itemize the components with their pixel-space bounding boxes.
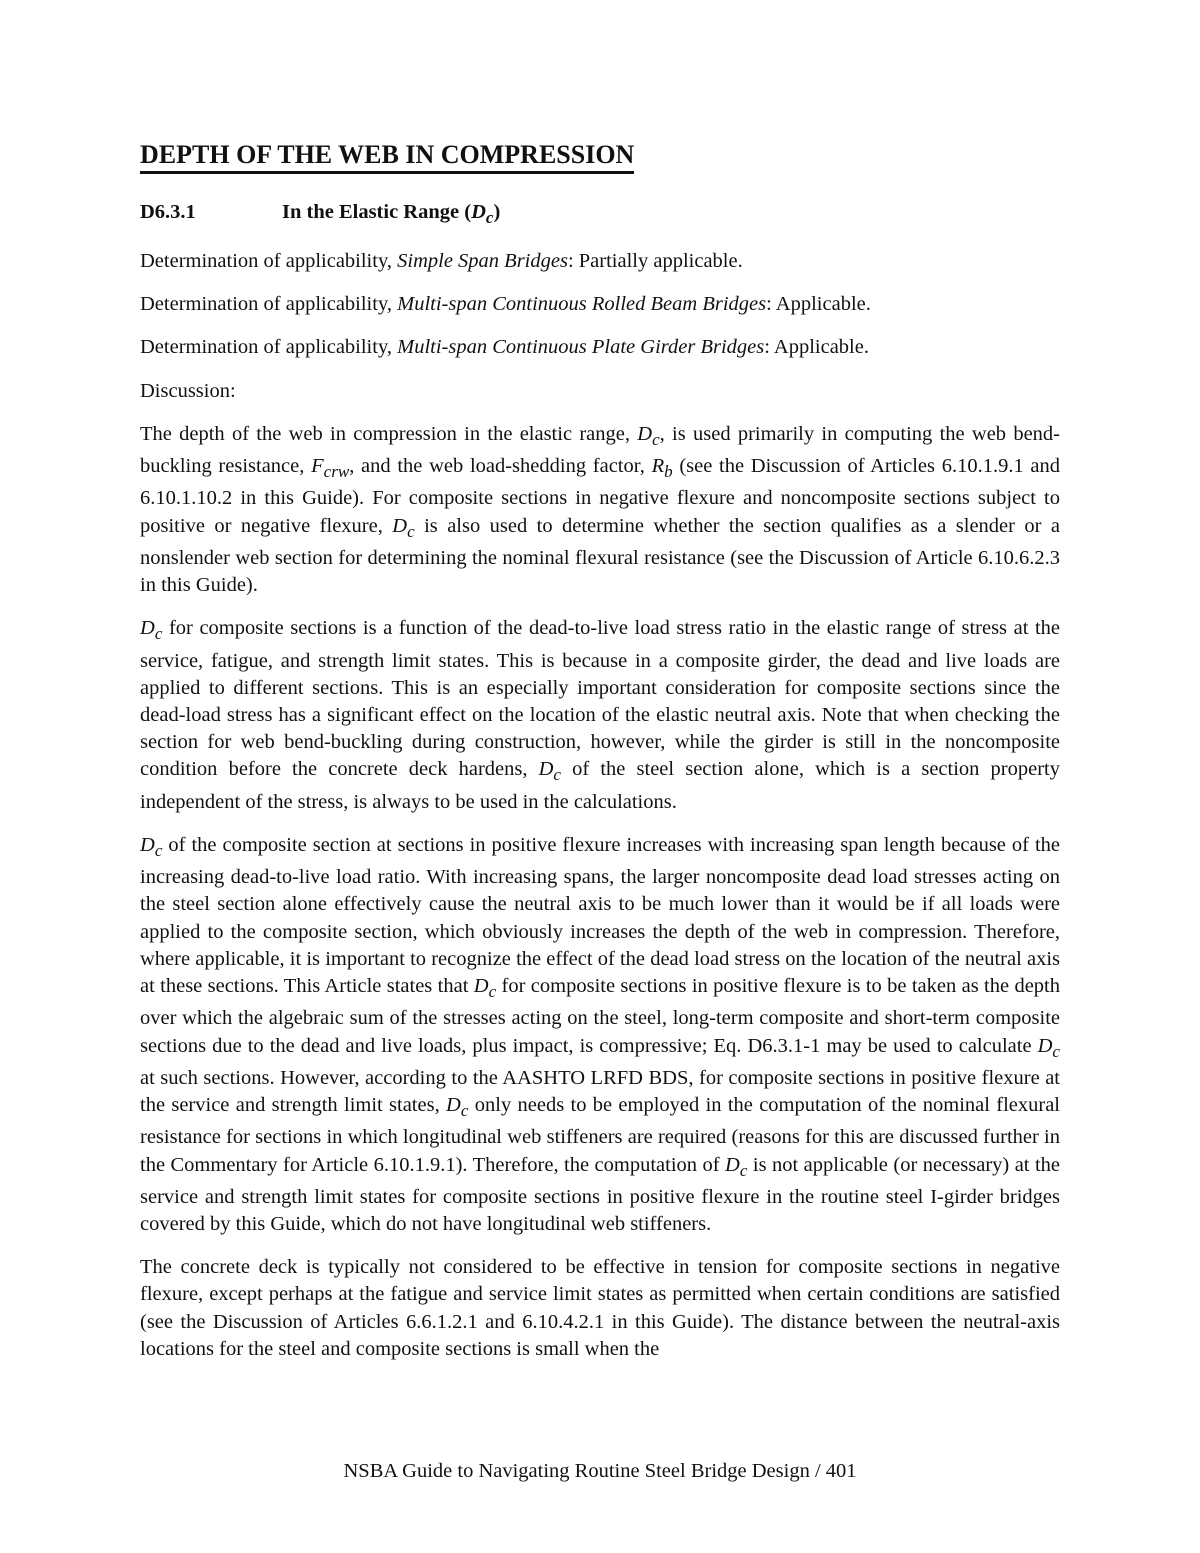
applicability-result: : Applicable. <box>766 293 871 316</box>
applicability-prefix: Determination of applicability, <box>140 336 398 359</box>
text-run: at such sections. However, according to the AASHTO LRFD BDS, for composite sections in positive flexure at the service and strength limit states, <box>140 1066 1060 1117</box>
text-run: for composite sections is a function of the dead-to-live load stress ratio in the elastic range of stress at the service, fatigue, and strength limit states. This is because in a composite girder, the dead and live loads are applied to different sections. This is an especially important consideration for composite sections since the dead-load stress has a significant effect on the location of the elastic neutral axis. Note that when checking the section for web bend-buckling during construction, however, while the girder is still in the noncomposite condition before the concrete deck hardens, <box>140 617 1060 781</box>
symbol-sub-c: c <box>488 982 497 1002</box>
text-run: (see the Discussion of Articles 6.10.1.9.1 and 6.10.1.10.2 in this Guide). For composite sections in negative flexure and noncomposite sections subject to positive or negative flexure, <box>140 455 1060 537</box>
symbol-sub-b: b <box>664 462 673 482</box>
text-run: , is used primarily in computing the web bend-buckling resistance, <box>140 422 1060 478</box>
text-run: of the composite section at sections in positive flexure increases with increasing span length because of the increasing dead-to-live load ratio. With increasing spans, the larger noncomposite dead load stresses acting on the steel section alone effectively cause the neutral axis to be much lower than it would be if all loads were applied to the composite section, which obviously increases the depth of the web in compression. Therefore, where applicable, it is important to recognize the effect of the dead load stress on the location of the neutral axis at these sections. This Article states that <box>140 833 1060 998</box>
symbol-d: D <box>637 422 653 445</box>
subsection-title-var: D <box>471 200 486 223</box>
subsection-heading <box>140 198 1060 232</box>
symbol-sub-c: c <box>1052 1041 1060 1061</box>
applicability-category: Simple Span Bridges <box>397 249 568 272</box>
paragraph-1 <box>140 421 1060 600</box>
symbol-sub-c: c <box>154 624 163 644</box>
applicability-simple-span <box>140 248 1060 275</box>
applicability-result: : Applicable. <box>764 336 869 359</box>
applicability-plate-girder <box>140 334 1060 361</box>
paragraph-2 <box>140 615 1060 816</box>
symbol-sub-c: c <box>652 429 660 449</box>
symbol-r: R <box>651 455 665 478</box>
applicability-prefix: Determination of applicability, <box>140 293 398 316</box>
symbol-sub-c: c <box>407 521 415 541</box>
applicability-result: : Partially applicable. <box>567 249 743 272</box>
subsection-number: D6.3.1 <box>140 200 196 223</box>
applicability-prefix: Determination of applicability, <box>140 249 398 272</box>
symbol-sub-crw: crw <box>323 462 350 482</box>
symbol-sub-c: c <box>154 841 163 860</box>
paragraph-4: The concrete deck is typically not considered to be effective in tension for composite sections in negative flexure, except perhaps at the fatigue and service limit states as permitted when certain conditions are satisfied (see the Discussion of Articles 6.6.1.2.1 and 6.10.4.2.1 in this Guide). The distance between the neutral-axis locations for the steel and composite sections is small when the <box>140 1256 1060 1360</box>
symbol-d: D <box>140 833 155 856</box>
page-body <box>140 140 1060 1379</box>
applicability-rolled-beam <box>140 291 1060 318</box>
symbol-d: D <box>473 975 489 998</box>
text-run: for composite sections in positive flexure is to be taken as the depth over which the algebraic sum of the stresses acting on the steel, long-term composite and short-term composite sections due to the dead and live loads, plus impact, is compressive; Eq. D6.3.1-1 may be used to calculate <box>140 975 1060 1057</box>
applicability-category: Multi-span Continuous Rolled Beam Bridges <box>397 293 767 316</box>
symbol-d: D <box>538 758 554 781</box>
text-run: is not applicable (or necessary) at the service and strength limit states for composite sections in positive flexure in the routine steel I-girder bridges covered by this Guide, which do not have longitudinal web stiffeners. <box>140 1153 1060 1236</box>
symbol-sub-c: c <box>739 1160 748 1180</box>
symbol-d: D <box>446 1094 461 1117</box>
text-run: , and the web load-shedding factor, <box>349 455 652 478</box>
symbol-d: D <box>725 1153 740 1176</box>
text-run: of the steel section alone, which is a section property independent of the stress, is always to be used in the calculations. <box>140 758 1060 813</box>
discussion-label: Discussion: <box>140 379 236 402</box>
text-run: is also used to determine whether the section qualifies as a slender or a nonslender web section for determining the nominal flexural resistance (see the Discussion of Article 6.10.6.2.3 in this Guide). <box>140 514 1060 597</box>
page-footer: NSBA Guide to Navigating Routine Steel Bridge Design / 401 <box>343 1460 857 1482</box>
applicability-category: Multi-span Continuous Plate Girder Bridges <box>397 336 765 359</box>
symbol-f: F <box>311 455 324 478</box>
text-run: The depth of the web in compression in the elastic range, <box>140 422 638 445</box>
symbol-d: D <box>140 617 155 640</box>
symbol-sub-c: c <box>460 1101 469 1121</box>
page-title: DEPTH OF THE WEB IN COMPRESSION <box>140 140 634 174</box>
symbol-d: D <box>1037 1034 1053 1057</box>
symbol-d: D <box>392 514 408 537</box>
subsection-title-suffix: ) <box>493 200 501 223</box>
subsection-title-prefix: In the Elastic Range ( <box>282 200 472 223</box>
paragraph-3 <box>140 832 1060 1238</box>
subsection-title-sub: c <box>485 207 494 227</box>
text-run: only needs to be employed in the computation of the nominal flexural resistance for sections in which longitudinal web stiffeners are required (reasons for this are discussed further in the Commentary for Article 6.10.1.9.1). Therefore, the computation of <box>140 1094 1060 1176</box>
symbol-sub-c: c <box>553 765 562 785</box>
